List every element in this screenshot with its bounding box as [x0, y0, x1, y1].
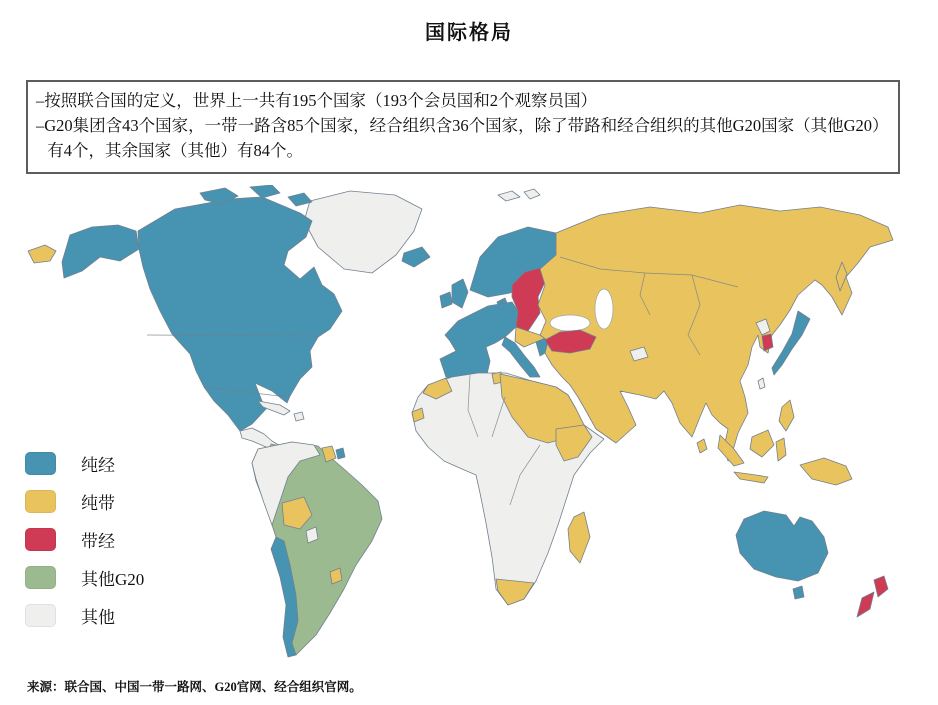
legend-swatch-belt-oecd [25, 528, 56, 551]
legend-label-other: 其他 [81, 608, 115, 627]
page-title: 国际格局 [425, 22, 513, 44]
region-uk [452, 279, 468, 308]
region-eurasia [538, 205, 893, 461]
notes-box [26, 80, 900, 174]
caspian-sea [595, 289, 613, 329]
region-philippines [779, 400, 794, 431]
region-south-korea [762, 334, 773, 351]
region-svalbard [498, 191, 520, 201]
region-arctic-islands [288, 193, 312, 206]
legend-item-belt-oecd [25, 528, 144, 551]
legend-swatch-other-g20 [25, 566, 56, 589]
region-borneo [750, 430, 774, 457]
region-south-africa [496, 579, 534, 605]
region-iceland [402, 247, 430, 267]
region-svalbard [524, 189, 540, 199]
map-legend [25, 452, 144, 642]
legend-swatch-pure-oecd [25, 452, 56, 475]
region-new-zealand-south [857, 592, 874, 617]
region-ireland [440, 292, 452, 308]
region-sulawesi [776, 438, 786, 461]
legend-label-other-g20: 其他G20 [81, 570, 145, 589]
region-new-guinea [800, 458, 852, 485]
region-new-zealand-north [874, 576, 888, 597]
legend-item-other [25, 604, 144, 627]
black-sea [550, 315, 590, 331]
region-sri-lanka [697, 439, 707, 453]
region-australia [736, 511, 828, 581]
legend-item-pure-belt [25, 490, 144, 513]
region-alaska [62, 225, 139, 278]
region-java [734, 472, 768, 483]
note-bullet-1: –按照联合国的定义，世界上一共有195个国家（193个会员国和2个观察员国） [36, 91, 597, 110]
region-tasmania [793, 586, 804, 599]
legend-label-pure-oecd: 纯经 [81, 456, 115, 475]
legend-label-pure-belt: 纯带 [81, 494, 115, 513]
legend-swatch-other [25, 604, 56, 627]
legend-label-belt-oecd: 带经 [81, 532, 115, 551]
legend-item-pure-oecd [25, 452, 144, 475]
legend-item-other-g20 [25, 566, 144, 589]
region-chukotka-west [28, 245, 56, 263]
region-taiwan [758, 378, 765, 389]
region-suriname [336, 448, 345, 459]
legend-swatch-pure-belt [25, 490, 56, 513]
region-arctic-islands [250, 185, 280, 198]
region-madagascar [568, 512, 590, 563]
region-hispaniola [294, 412, 304, 421]
note-bullet-2: –G20集团含43个国家，一带一路含85个国家，经合组织含36个国家，除了带路和经合组织的其他G20国家（其他G20）有4个，其余国家（其他）有84个。 [36, 116, 881, 160]
source-line: 来源：联合国、中国一带一路网、G20官网、经合组织官网。 [27, 680, 362, 694]
